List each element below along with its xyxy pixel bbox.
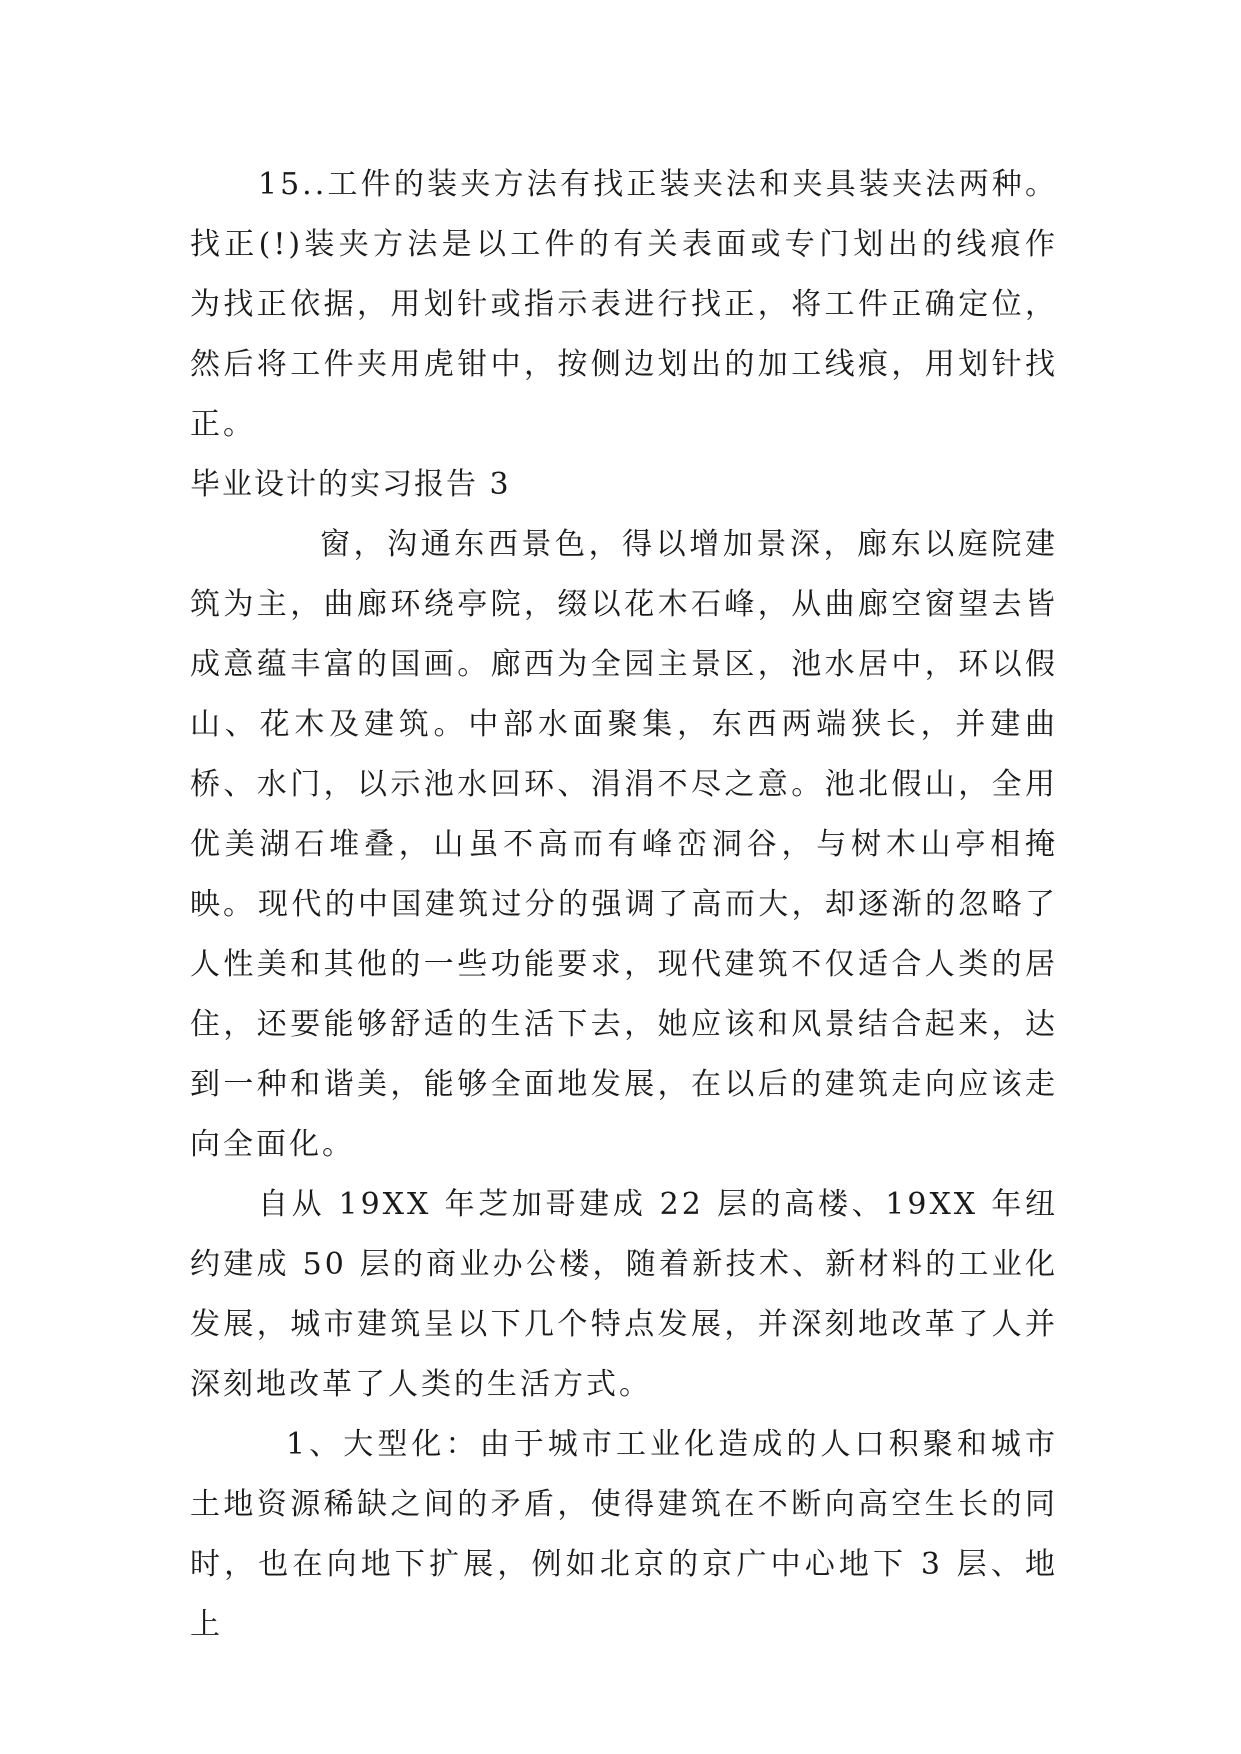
paragraph-large-scale: 1、大型化：由于城市工业化造成的人口积聚和城市土地资源稀缺之间的矛盾，使得建筑在不断向高空生长的同时，也在向地下扩展，例如北京的京广中心地下 3 层、地上 xyxy=(190,1427,1058,1642)
paragraph-garden-window: 窗，沟通东西景色，得以增加景深，廊东以庭院建筑为主，曲廊环绕亭院，缀以花木石峰，从曲廊空窗望去皆成意蕴丰富的国画。廊西为全园主景区，池水居中，环以假山、花木及建筑。中部水面聚集，东西两端狭长，并建曲桥、水门，以示池水回环、涓涓不尽之意。池北假山，全用优美湖石堆叠，山虽不高而有峰峦洞谷，与树木山亭相掩映。 xyxy=(190,527,1058,922)
paragraph-clamping-methods: 15..工件的装夹方法有找正装夹法和夹具装夹法两种。找正(!)装夹方法是以工件的有关表面或专门划出的线痕作为找正依据，用划针或指示表进行找正，将工件正确定位，然后将工件夹用虎钳中，按侧边划出的加工线痕，用划针找正。 xyxy=(190,167,1058,442)
section-heading: 毕业设计的实习报告 3 xyxy=(190,467,511,502)
paragraph-high-rise-history: 自从 19XX 年芝加哥建成 22 层的高楼、19XX 年纽约建成 50 层的商业办公楼，随着新技术、新材料的工业化发展，城市建筑呈以下几个特点发展，并深刻地改革了人并深刻地改革了人类的生活方式。 xyxy=(190,1187,1058,1402)
paragraph-modern-architecture: 现代的中国建筑过分的强调了高而大，却逐渐的忽略了人性美和其他的一些功能要求，现代建筑不仅适合人类的居住，还要能够舒适的生活下去，她应该和风景结合起来，达到一种和谐美，能够全面地发展，在以后的建筑走向应该走向全面化。 xyxy=(190,887,1058,1162)
